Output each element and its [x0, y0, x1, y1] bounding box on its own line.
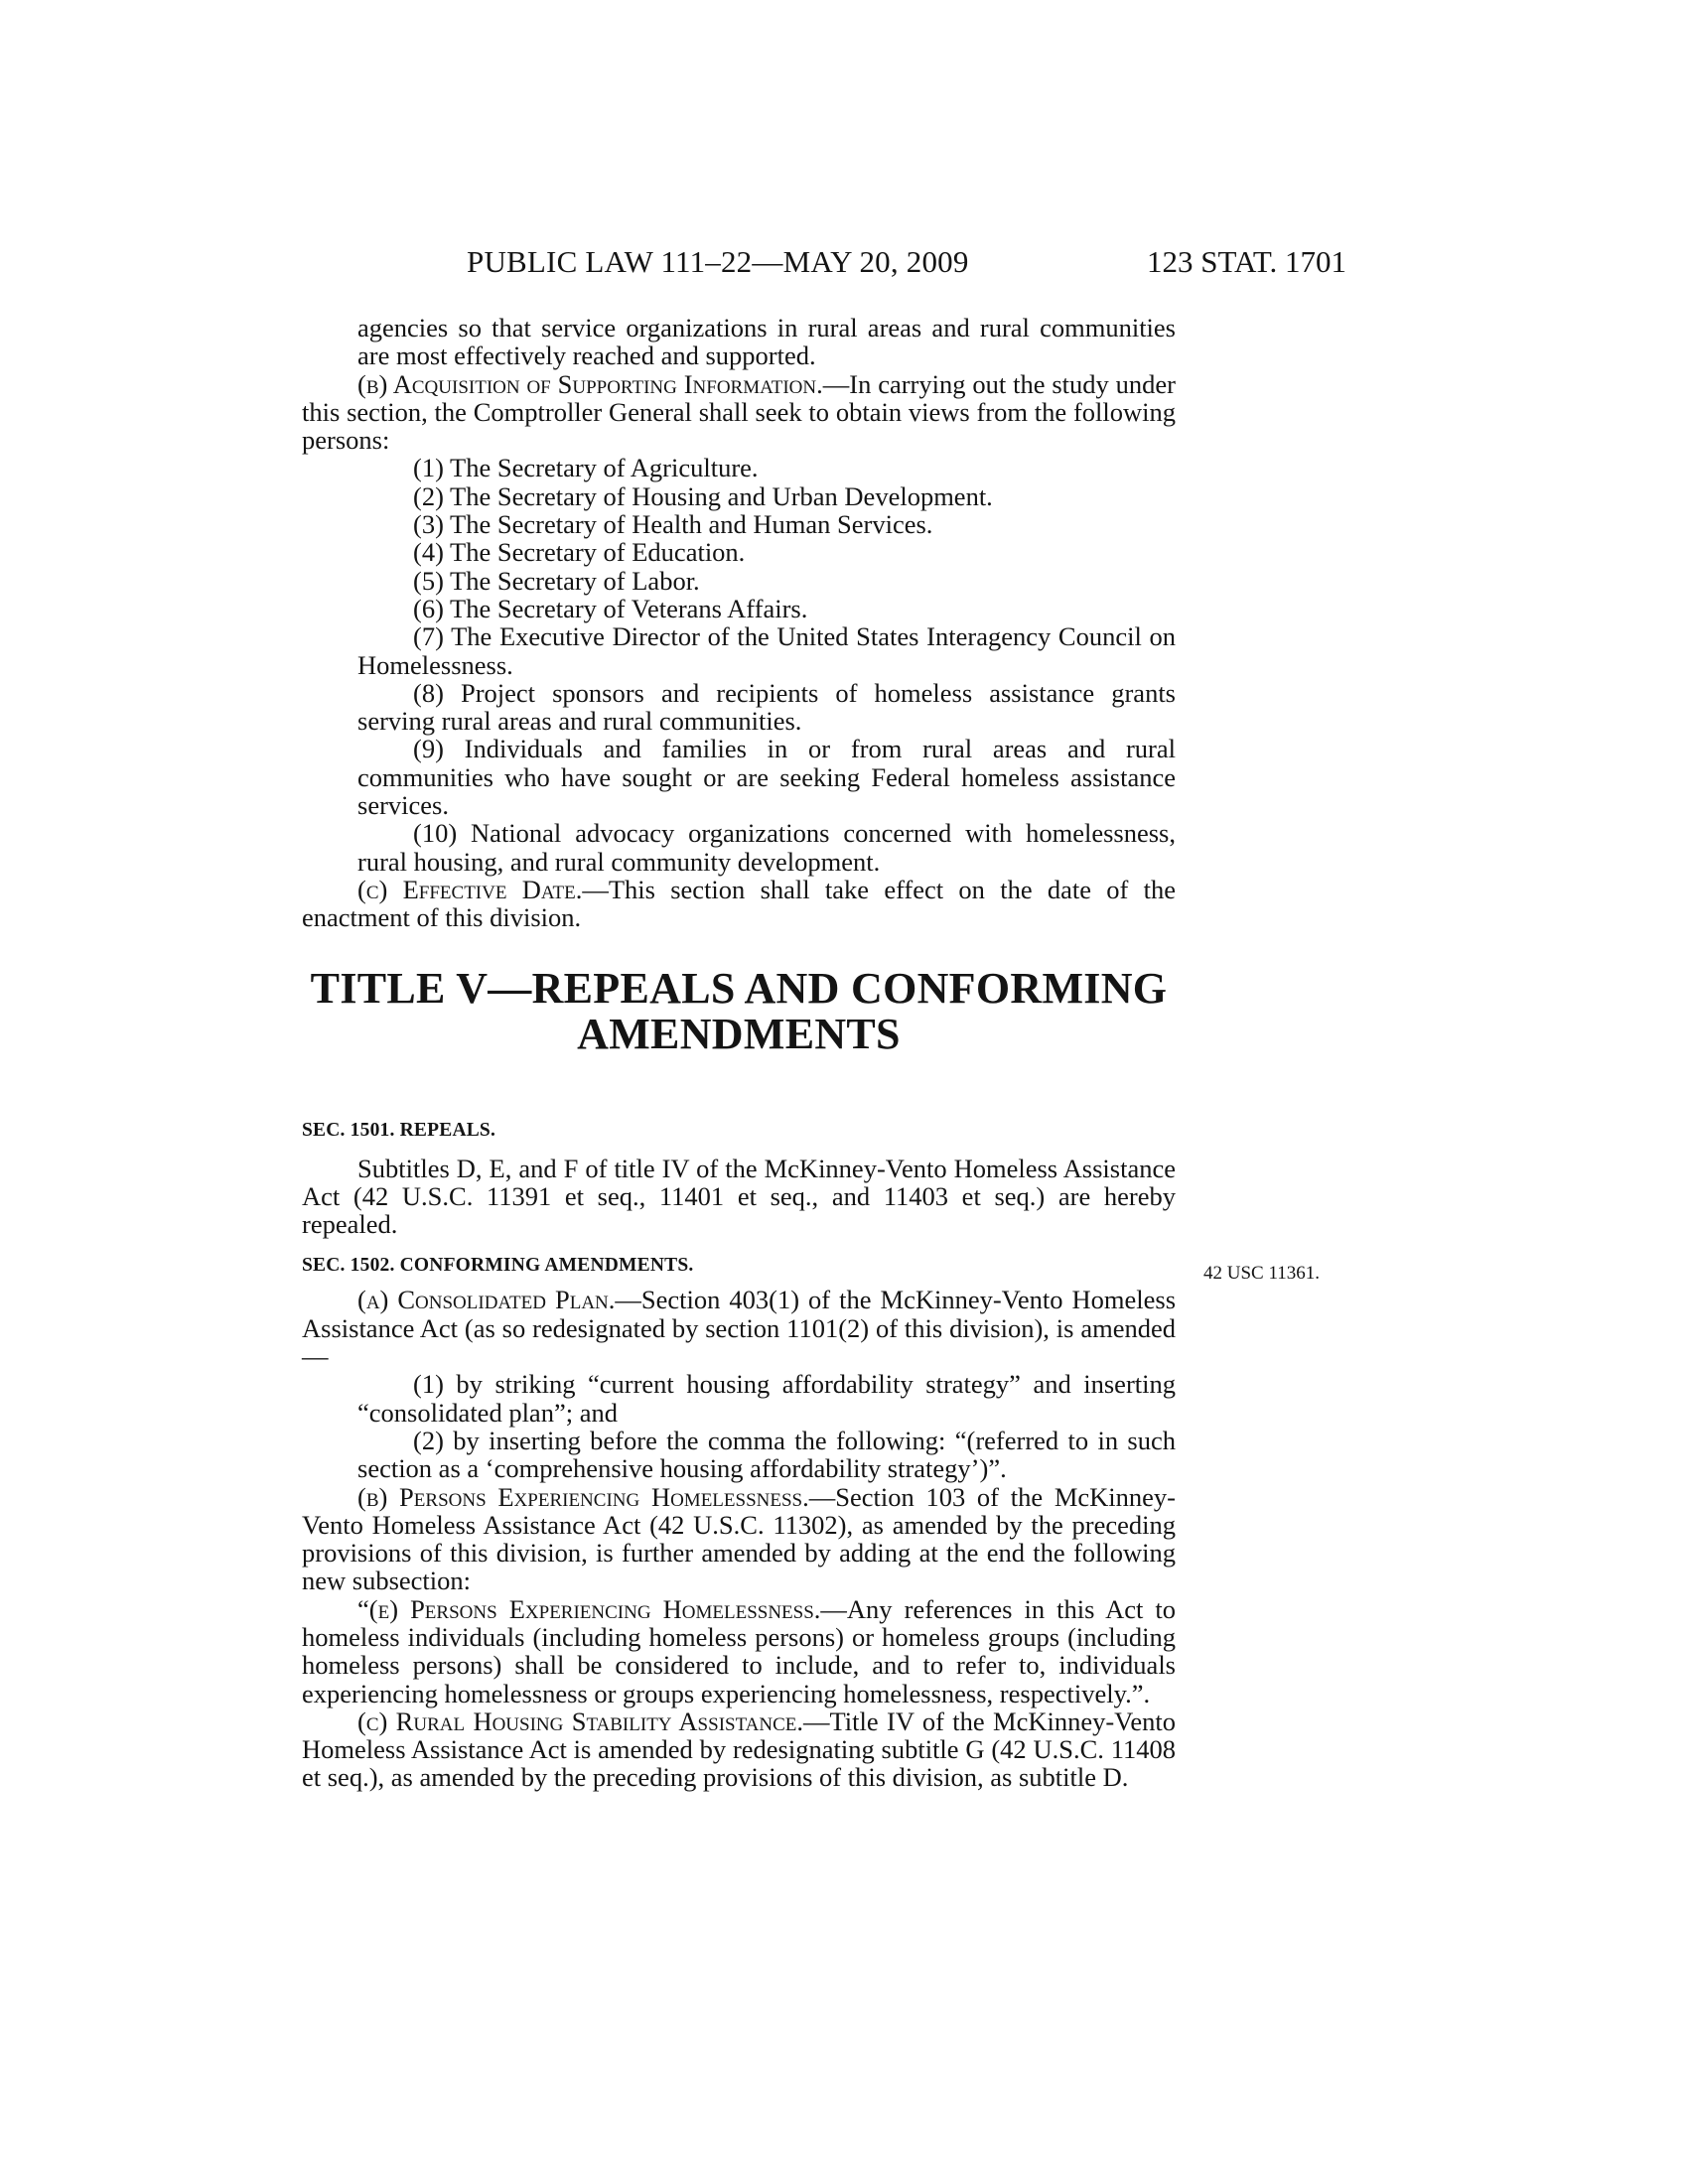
sec-1502-c-text: —Title IV of the McKinney-Vento Homeless Assistance Act is amended by redesignating subtitle G (42 U.S.C. 11408 et seq.), as amended by the preceding provisions of this division, as subtitle D.	[302, 1706, 1177, 1793]
quoted-subsection-e-text: —Any references in this Act to homeless individuals (including homeless persons) or homeless groups (including homeless persons) shall be considered to include, and to refer to, individuals experiencing homelessness or groups experiencing homelessness, respectively.”.	[302, 1593, 1176, 1708]
list-item-10: (10) National advocacy organizations concerned with homelessness, rural housing, and rural community development.	[357, 818, 1176, 877]
sec-1502-heading: SEC. 1502. CONFORMING AMENDMENTS.	[302, 1255, 694, 1277]
sec-1501-heading: SEC. 1501. REPEALS.	[302, 1119, 496, 1141]
continuation-paragraph: agencies so that service organizations in rural areas and rural communities are most effectively reached and supported.	[357, 313, 1176, 371]
subsection-b	[302, 370, 1176, 455]
sec-1502-subsection-c	[302, 1707, 1176, 1792]
sec-1502-subsection-b	[302, 1483, 1176, 1595]
list-item-6: (6) The Secretary of Veterans Affairs.	[413, 593, 808, 623]
subsection-b-heading: (b) Acquisition of Supporting Information.	[357, 368, 823, 399]
list-item-2: (2) The Secretary of Housing and Urban Development.	[413, 480, 993, 511]
list-item-9: (9) Individuals and families in or from rural areas and rural communities who have sought or are seeking Federal homeless assistance services.	[357, 734, 1176, 821]
subsection-c-heading: (c) Effective Date.	[357, 874, 583, 904]
title-line-2: AMENDMENTS	[577, 1009, 901, 1058]
list-item-7: (7) The Executive Director of the United States Interagency Council on Homelessness.	[357, 621, 1176, 680]
sec-1502-c-heading: (c) Rural Housing Stability Assistance.	[357, 1706, 804, 1736]
title-line-1: TITLE V—REPEALS AND CONFORMING	[310, 963, 1168, 1013]
list-item-1: (1) The Secretary of Agriculture.	[413, 453, 759, 483]
subsection-c-effective	[302, 876, 1176, 932]
sec-1502-subsection-a	[302, 1286, 1176, 1370]
document-body	[302, 314, 1176, 1792]
quoted-subsection-e	[302, 1595, 1176, 1707]
subsection-c-text: —This section shall take effect on the date of the enactment of this division.	[302, 874, 1177, 933]
quoted-subsection-e-heading: “(e) Persons Experiencing Homelessness.	[357, 1593, 821, 1624]
list-item-3: (3) The Secretary of Health and Human Services.	[413, 509, 933, 540]
list-item-8: (8) Project sponsors and recipients of homeless assistance grants serving rural areas and rural communities.	[357, 677, 1176, 737]
title-heading	[302, 963, 1176, 1058]
list-item-4: (4) The Secretary of Education.	[413, 537, 746, 568]
sec-1502-b-heading: (b) Persons Experiencing Homelessness.	[357, 1481, 809, 1512]
sec-1502-a-item-2: (2) by inserting before the comma the following: “(referred to in such section as a ‘comprehensive housing affordability strategy’)”.	[357, 1425, 1176, 1484]
page-number: 123 STAT. 1701	[1147, 244, 1347, 279]
sec-1502-b-text: —Section 103 of the McKinney-Vento Homeless Assistance Act (42 U.S.C. 11302), as amended by the preceding provisions of this division, is further amended by adding at the end the following new subsection:	[302, 1481, 1176, 1596]
sec-1502-a-text: —Section 403(1) of the McKinney-Vento Homeless Assistance Act (as so redesignated by section 1101(2) of this division), is amended—	[302, 1285, 1177, 1372]
sec-1501-text: Subtitles D, E, and F of title IV of the McKinney-Vento Homeless Assistance Act (42 U.S.C. 11391 et seq., 11401 et seq., and 11403 et seq.) are hereby repealed.	[302, 1153, 1176, 1240]
subsection-b-text: —In carrying out the study under this section, the Comptroller General shall seek to obtain views from the following persons:	[302, 368, 1176, 456]
running-head: PUBLIC LAW 111–22—MAY 20, 2009	[467, 244, 969, 279]
sec-1502-a-heading: (a) Consolidated Plan.	[357, 1285, 616, 1315]
list-item-5: (5) The Secretary of Labor.	[413, 565, 700, 596]
margin-note-usc: 42 USC 11361.	[1203, 1263, 1321, 1284]
sec-1502-a-item-1: (1) by striking “current housing affordability strategy” and inserting “consolidated plan”; and	[357, 1369, 1176, 1428]
